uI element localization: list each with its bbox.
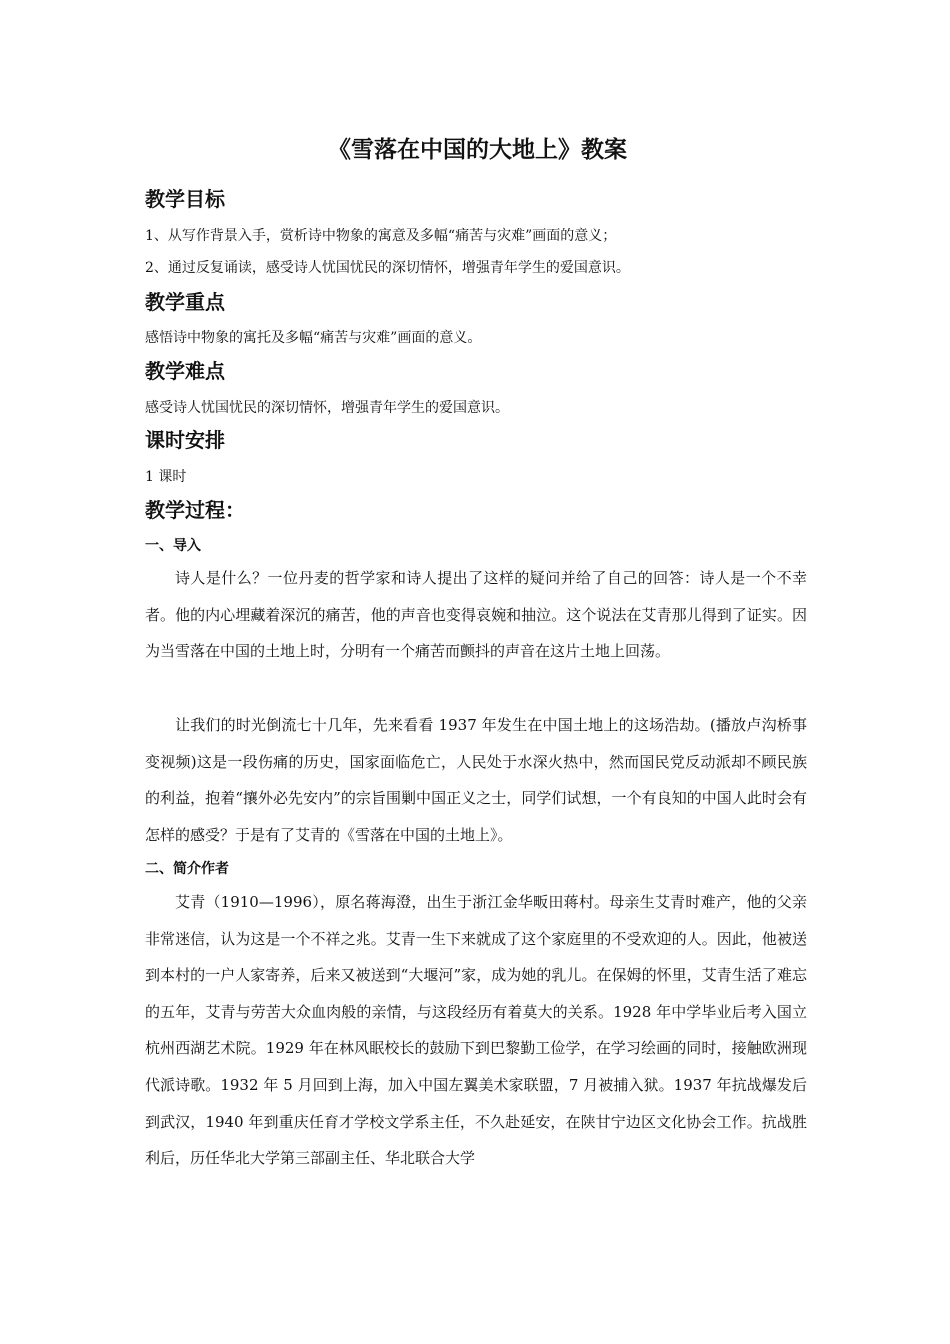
objective-item-2: 2、通过反复诵读，感受诗人忧国忧民的深切情怀，增强青年学生的爱国意识。 [145,260,630,276]
key-points-text: 感悟诗中物象的寓托及多幅“痛苦与灾难”画面的意义。 [145,330,482,346]
heading-intro: 一、导入 [145,538,201,554]
heading-difficulties: 教学难点 [145,359,225,383]
heading-schedule: 课时安排 [145,428,225,452]
heading-author: 二、简介作者 [145,861,229,877]
heading-process: 教学过程： [145,498,245,522]
author-paragraph: 艾青（1910—1996），原名蒋海澄，出生于浙江金华畈田蒋村。母亲生艾青时难产，他的父亲非常迷信，认为这是一个不祥之兆。艾青一生下来就成了这个家庭里的不受欢迎的人。因此，他被送到本村的一户人家寄养，后来又被送到“大堰河”家，成为她的乳儿。在保姆的怀里，艾青生活了难忘的五年，艾青与劳苦大众血肉般的亲情，与这段经历有着莫大的关系。1928 年中学毕业后考入国立杭州西湖艺术院。1929 年在林风眠校长的鼓励下到巴黎勤工俭学，在学习绘画的同时，接触欧洲现代派诗歌。1932 年 5 月回到上海，加入中国左翼美术家联盟，7 月被捕入狱。1937 年抗战爆发后到武汉，1940 年到重庆任育才学校文学系主任，不久赴延安，在陕甘宁边区文化协会工作。抗战胜利后，历任华北大学第三部副主任、华北联合大学 [145,893,807,1168]
heading-key-points: 教学重点 [145,290,225,314]
objective-item-1: 1、从写作背景入手，赏析诗中物象的寓意及多幅“痛苦与灾难”画面的意义； [145,228,617,244]
document-title: 《雪落在中国的大地上》教案 [328,137,627,163]
heading-objectives: 教学目标 [145,187,225,211]
difficulties-text: 感受诗人忧国忧民的深切情怀，增强青年学生的爱国意识。 [145,400,509,416]
schedule-text: 1 课时 [145,469,187,485]
intro-paragraph-2: 让我们的时光倒流七十几年，先来看看 1937 年发生在中国土地上的这场浩劫。(播放卢沟桥事变视频)这是一段伤痛的历史，国家面临危亡，人民处于水深火热中，然而国民党反动派却不顾民族的利益，抱着“攘外必先安内”的宗旨围剿中国正义之士，同学们试想，一个有良知的中国人此时会有怎样的感受？于是有了艾青的《雪落在中国的土地上》。 [145,716,807,844]
intro-paragraph-1: 诗人是什么？一位丹麦的哲学家和诗人提出了这样的疑问并给了自己的回答：诗人是一个不幸者。他的内心埋藏着深沉的痛苦，他的声音也变得哀婉和抽泣。这个说法在艾青那儿得到了证实。因为当雪落在中国的土地上时，分明有一个痛苦而颤抖的声音在这片土地上回荡。 [145,569,807,661]
